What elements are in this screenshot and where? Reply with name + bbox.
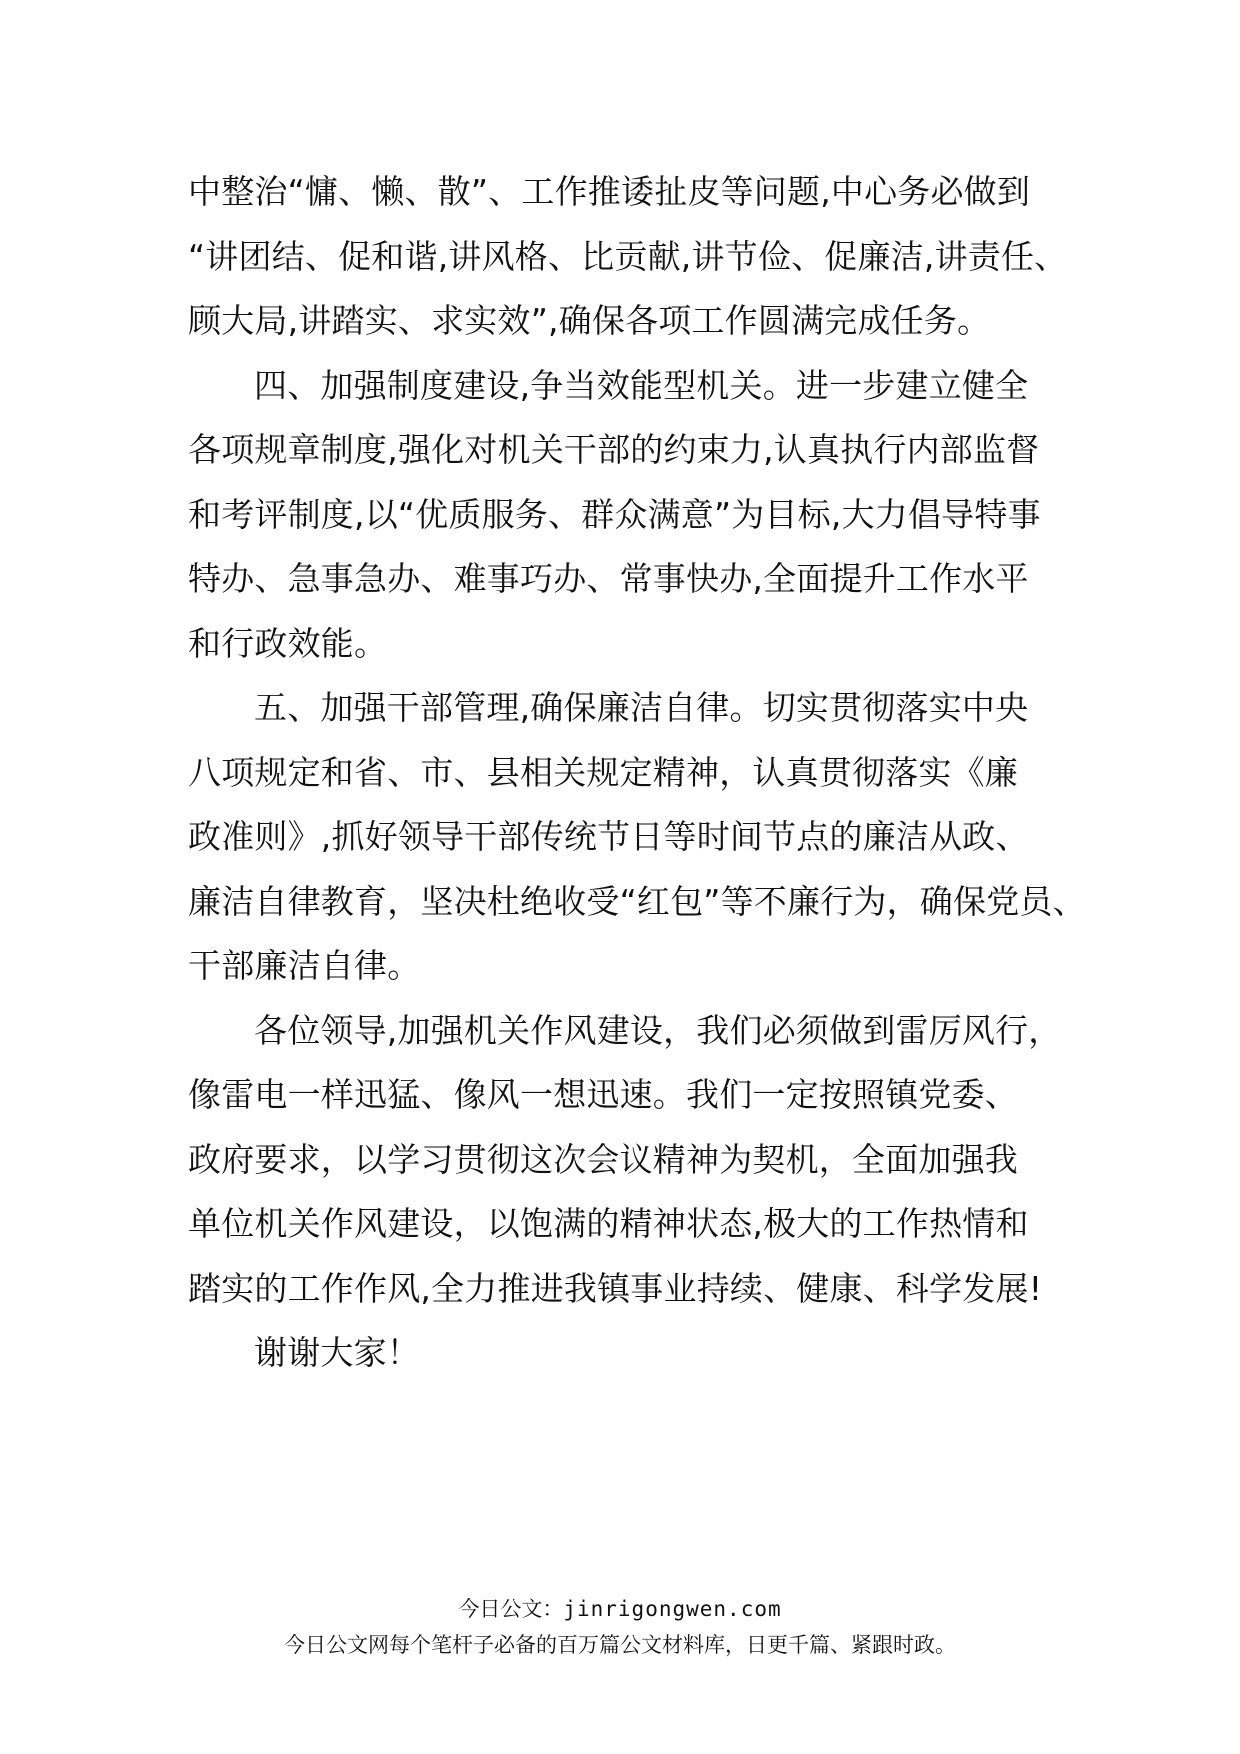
paragraph-line: 各位领导,加强机关作风建设，我们必须做到雷厉风行， <box>254 1010 1062 1050</box>
document-body <box>188 160 1086 1386</box>
paragraph-line: 特办、急事急办、难事巧办、常事快办,全面提升工作水平 <box>188 559 1029 598</box>
paragraph-line: 和考评制度,以“优质服务、群众满意”为目标,大力倡导特事 <box>188 494 1041 534</box>
footer-source-label: 今日公文： <box>458 1597 564 1621</box>
footer-url-link[interactable]: jinrigongwen.com <box>563 1597 782 1621</box>
footer-slogan: 今日公文网每个笔杆子必备的百万篇公文材料库，日更千篇、紧跟时政。 <box>284 1633 956 1657</box>
paragraph-line: 顾大局,讲踏实、求实效”,确保各项工作圆满完成任务。 <box>188 301 991 340</box>
paragraph-line: 单位机关作风建设，以饱满的精神状态,极大的工作热情和 <box>188 1204 1029 1243</box>
paragraph-line: 和行政效能。 <box>188 623 388 663</box>
paragraph-line: 踏实的工作作风,全力推进我镇事业持续、健康、科学发展! <box>188 1268 1043 1308</box>
paragraph-line: 各项规章制度,强化对机关干部的约束力,认真执行内部监督 <box>188 430 1040 469</box>
paragraph-line: 四、加强制度建设,争当效能型机关。进一步建立健全 <box>254 365 1029 405</box>
paragraph-line: 廉洁自律教育，坚决杜绝收受“红包”等不廉行为，确保党员、 <box>188 881 1086 921</box>
footer-source <box>0 1593 1240 1623</box>
paragraph-line: 政准则》,抓好领导干部传统节日等时间节点的廉洁从政、 <box>188 817 1029 856</box>
paragraph-line: 干部廉洁自律。 <box>188 946 421 985</box>
paragraph-line: 八项规定和省、市、县相关规定精神，认真贯彻落实《廉 <box>188 752 1018 792</box>
paragraph-line: 中整治“慵、懒、散”、工作推诿扯皮等问题,中心务必做到 <box>188 172 1031 211</box>
paragraph-line: 政府要求，以学习贯彻这次会议精神为契机，全面加强我 <box>188 1139 1018 1179</box>
closing-line: 谢谢大家！ <box>254 1333 420 1372</box>
paragraph-line: “讲团结、促和谐,讲风格、比贡献,讲节俭、促廉洁,讲责任、 <box>188 236 1068 276</box>
paragraph-line: 像雷电一样迅猛、像风一想迅速。我们一定按照镇党委、 <box>188 1075 1018 1114</box>
paragraph-line: 五、加强干部管理,确保廉洁自律。切实贯彻落实中央 <box>254 688 1029 727</box>
